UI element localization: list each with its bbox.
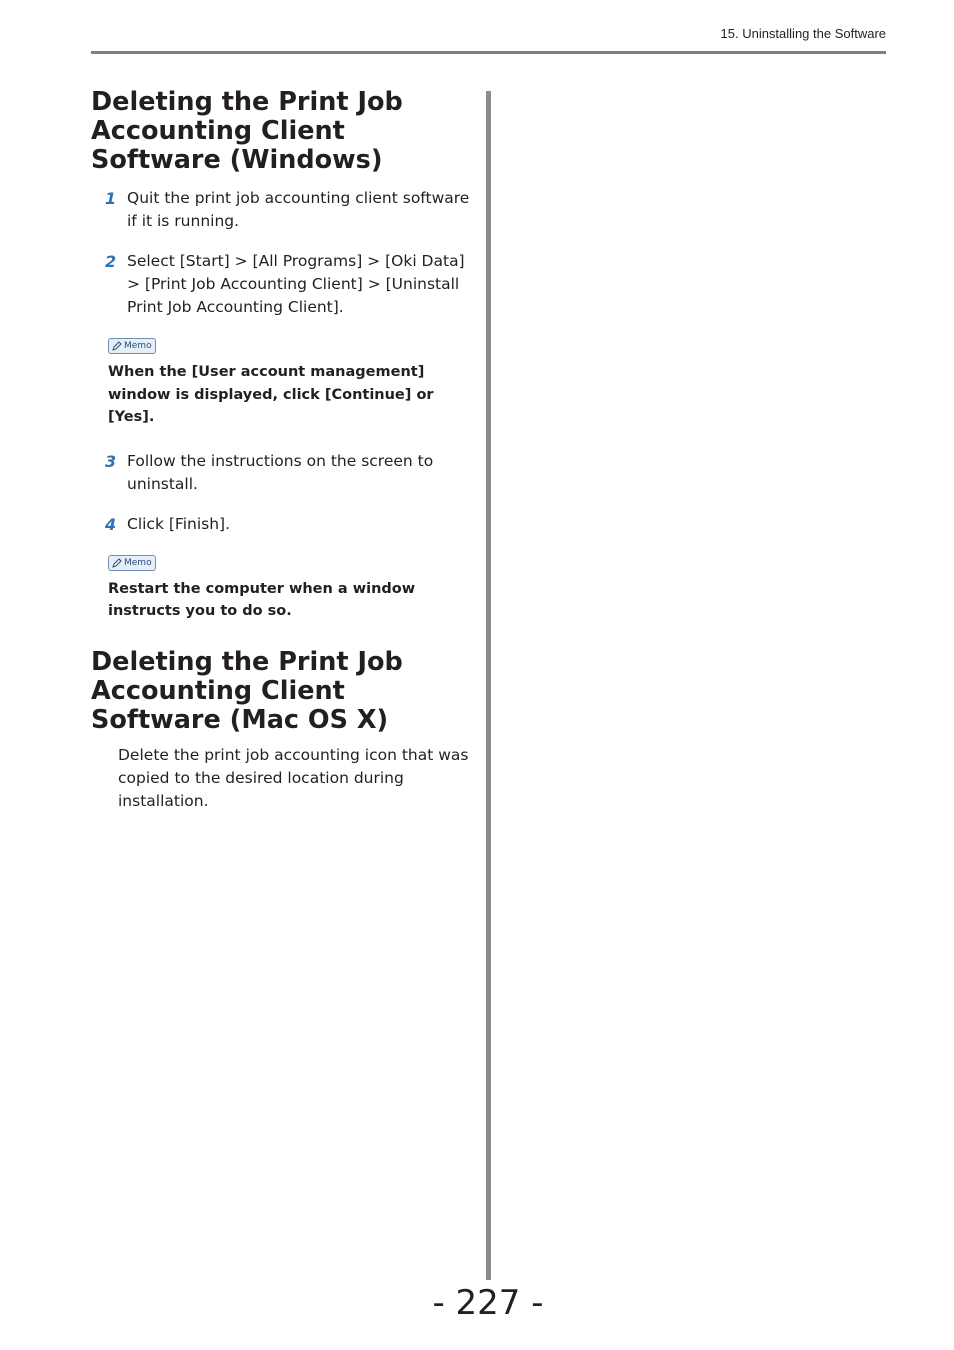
step-1 <box>91 187 481 233</box>
memo-badge <box>108 555 156 571</box>
column-divider <box>486 91 491 1280</box>
page-number: - 227 - <box>432 1283 544 1323</box>
step-number: 3 <box>105 451 117 471</box>
step-2 <box>91 250 481 319</box>
step-3 <box>91 450 481 496</box>
header-divider <box>91 51 886 54</box>
pencil-icon <box>112 558 122 568</box>
mac-body-text: Delete the print job accounting icon that was copied to the desired location during installation. <box>118 745 469 810</box>
memo-label: Memo <box>124 557 152 568</box>
chapter-header: 15. Uninstalling the Software <box>720 26 886 41</box>
memo-text: When the [User account management] window is displayed, click [Continue] or [Yes]. <box>108 364 434 425</box>
step-text: Follow the instructions on the screen to uninstall. <box>127 451 434 493</box>
memo-label: Memo <box>124 341 152 351</box>
step-text: Click [Finish]. <box>127 514 231 533</box>
left-column <box>91 88 481 813</box>
memo-box <box>108 336 481 429</box>
memo-text: Restart the computer when a window instructs you to do so. <box>108 580 416 619</box>
step-text: Select [Start] > [All Programs] > [Oki Data] > [Print Job Accounting Client] > [Uninstall Print Job Accounting Client]. <box>127 252 465 316</box>
step-number: 1 <box>105 189 117 208</box>
step-number: 4 <box>105 514 117 534</box>
memo-box <box>108 553 481 623</box>
step-text: Quit the print job accounting client software if it is running. <box>127 189 470 230</box>
mac-section-title: Deleting the Print Job Accounting Client Software (Mac OS X) <box>91 646 403 735</box>
pencil-icon <box>112 341 122 351</box>
step-4 <box>91 513 481 536</box>
step-number: 2 <box>105 252 117 271</box>
memo-badge <box>108 338 156 354</box>
windows-section-title: Deleting the Print Job Accounting Client Software (Windows) <box>91 87 403 175</box>
